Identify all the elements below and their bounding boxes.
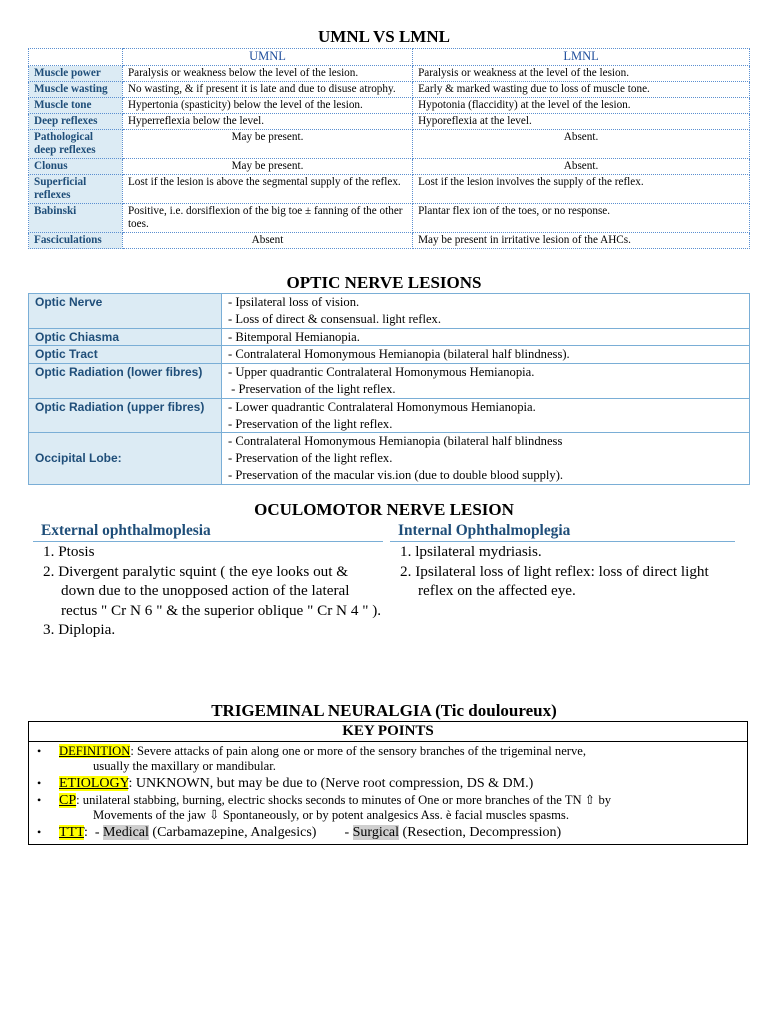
umnl-cell: Absent — [122, 233, 412, 249]
row-label: Optic Chiasma — [29, 328, 222, 346]
key-points-list — [29, 744, 747, 840]
umnl-cell: May be present. — [122, 159, 412, 175]
row-label: Optic Radiation (lower fibres) — [29, 364, 222, 399]
umnl-cell: Paralysis or weakness below the level of the lesion. — [122, 66, 412, 82]
external-ophthalmoplegia-column — [33, 521, 383, 640]
lmnl-cell: May be present in irritative lesion of the AHCs. — [413, 233, 750, 249]
ttt-surgical-text: (Resection, Decompression) — [399, 825, 562, 840]
ttt-medical: Medical — [103, 825, 149, 840]
umnl-cell: Positive, i.e. dorsiflexion of the big toe ± fanning of the other toes. — [122, 204, 412, 233]
table-header-row — [29, 49, 750, 66]
list-item — [29, 744, 747, 774]
list-item — [29, 825, 747, 840]
umnl-lmnl-table — [28, 48, 750, 249]
key-points-box — [28, 721, 748, 845]
umnl-cell: Lost if the lesion is above the segmental supply of the reflex. — [122, 175, 412, 204]
table-row — [29, 98, 750, 114]
row-label: Babinski — [29, 204, 123, 233]
umnl-cell: Hypertonia (spasticity) below the level of the lesion. — [122, 98, 412, 114]
ttt-surgical: Surgical — [352, 825, 400, 840]
table-row — [29, 159, 750, 175]
ttt-medical-text: (Carbamazepine, Analgesics) - — [148, 825, 353, 840]
lesion-line: - Contralateral Homonymous Hemianopia (bilateral half blindness). — [228, 347, 570, 362]
bullet-icon: • — [37, 744, 42, 758]
lesion-cell — [222, 433, 750, 484]
list-item: 2. Divergent paralytic squint ( the eye looks out & down due to the unopposed action of the lateral rectus " Cr N 6 " & the superior oblique " Cr N 4 " ). — [43, 562, 382, 619]
table-row — [29, 204, 750, 233]
lmnl-cell: Hyporeflexia at the level. — [413, 114, 750, 130]
lesion-cell — [222, 346, 750, 364]
etiology-label: ETIOLOGY — [59, 776, 129, 791]
table-row — [29, 114, 750, 130]
row-label: Clonus — [29, 159, 123, 175]
row-label: Fasciculations — [29, 233, 123, 249]
row-label: Occipital Lobe: — [29, 433, 222, 484]
external-ophthalmoplegia-heading: External ophthalmoplesia — [33, 521, 383, 542]
lesion-line: - Loss of direct & consensual. light reflex. — [228, 311, 441, 326]
bullet-icon: • — [37, 793, 42, 807]
definition-label: DEFINITION — [59, 744, 131, 758]
table-row — [29, 233, 750, 249]
lesion-line: - Lower quadrantic Contralateral Homonymous Hemianopia. — [228, 399, 536, 414]
row-label: Muscle power — [29, 66, 123, 82]
external-list — [33, 542, 383, 640]
bullet-icon: • — [37, 776, 42, 790]
lesion-line: - Upper quadrantic Contralateral Homonymous Hemianopia. — [228, 365, 535, 380]
row-label: Pathological deep reflexes — [29, 130, 123, 159]
lesion-line: - Preservation of the light reflex. — [228, 416, 393, 431]
row-label: Optic Nerve — [29, 294, 222, 329]
list-item — [29, 793, 747, 823]
umnl-lmnl-title: UMNL VS LMNL — [318, 27, 450, 46]
optic-nerve-table — [28, 293, 750, 485]
row-label: Optic Radiation (upper fibres) — [29, 398, 222, 433]
cp-text: : unilateral stabbing, burning, electric shocks seconds to minutes of One or more branches of the TN ⇧ by — [76, 793, 612, 807]
row-label: Optic Tract — [29, 346, 222, 364]
cp-label: CP — [59, 793, 77, 808]
table-row — [29, 398, 750, 433]
lmnl-cell: Hypotonia (flaccidity) at the level of the lesion. — [413, 98, 750, 114]
list-item — [29, 776, 747, 791]
key-points-heading: KEY POINTS — [29, 722, 747, 742]
umnl-cell: Hyperreflexia below the level. — [122, 114, 412, 130]
table-row — [29, 130, 750, 159]
header-lmnl: LMNL — [413, 49, 750, 66]
lesion-line: - Contralateral Homonymous Hemianopia (bilateral half blindness — [228, 434, 563, 449]
list-item: 1. lpsilateral mydriasis. — [400, 543, 542, 560]
table-row — [29, 328, 750, 346]
table-row — [29, 346, 750, 364]
internal-ophthalmoplegia-column — [390, 521, 735, 601]
etiology-text: : UNKNOWN, but may be due to (Nerve root compression, DS & DM.) — [128, 776, 534, 791]
internal-list — [390, 542, 735, 601]
lesion-cell — [222, 294, 750, 329]
oculomotor-title: OCULOMOTOR NERVE LESION — [254, 500, 514, 519]
umnl-cell: May be present. — [122, 130, 412, 159]
lesion-line: - Preservation of the macular vis.ion (due to double blood supply). — [228, 467, 564, 482]
cp-text-continued: Movements of the jaw ⇩ Spontaneously, or by potent analgesics Ass. è facial muscles spasms. — [93, 808, 569, 822]
list-item: 1. Ptosis — [43, 543, 95, 560]
row-label: Deep reflexes — [29, 114, 123, 130]
lmnl-cell: Absent. — [413, 130, 750, 159]
lesion-line: - Preservation of the light reflex. — [228, 381, 396, 396]
internal-ophthalmoplegia-heading: Internal Ophthalmoplegia — [390, 521, 735, 542]
list-item: 3. Diplopia. — [43, 621, 116, 639]
lmnl-cell: Plantar flex ion of the toes, or no response. — [413, 204, 750, 233]
definition-text: : Severe attacks of pain along one or more of the sensory branches of the trigeminal nerve, — [130, 744, 587, 758]
lmnl-cell: Absent. — [413, 159, 750, 175]
table-row — [29, 433, 750, 484]
umnl-cell: No wasting, & if present it is late and due to disuse atrophy. — [122, 82, 412, 98]
lesion-cell — [222, 398, 750, 433]
definition-text-continued: usually the maxillary or mandibular. — [93, 759, 276, 773]
table-row — [29, 294, 750, 329]
list-item: 2. Ipsilateral loss of light reflex: loss of direct light reflex on the affected eye. — [400, 562, 709, 600]
row-label: Muscle wasting — [29, 82, 123, 98]
lmnl-cell: Paralysis or weakness at the level of the lesion. — [413, 66, 750, 82]
table-row — [29, 66, 750, 82]
lmnl-cell: Early & marked wasting due to loss of muscle tone. — [413, 82, 750, 98]
lmnl-cell: Lost if the lesion involves the supply of the reflex. — [413, 175, 750, 204]
lesion-line: - Preservation of the light reflex. — [228, 451, 393, 466]
lesion-cell — [222, 364, 750, 399]
row-label: Superficial reflexes — [29, 175, 123, 204]
header-umnl: UMNL — [122, 49, 412, 66]
lesion-line: - Ipsilateral loss of vision. — [228, 295, 360, 309]
optic-nerve-title: OPTIC NERVE LESIONS — [286, 273, 482, 292]
table-row — [29, 364, 750, 399]
lesion-cell — [222, 328, 750, 346]
ttt-label: TTT — [59, 825, 84, 840]
trigeminal-title: TRIGEMINAL NEURALGIA (Tic douloureux) — [211, 701, 557, 720]
header-empty — [29, 49, 123, 66]
lesion-line: - Bitemporal Hemianopia. — [228, 329, 360, 344]
bullet-icon: • — [37, 825, 42, 839]
table-row — [29, 82, 750, 98]
ttt-prefix: : - — [83, 825, 104, 840]
table-row — [29, 175, 750, 204]
row-label: Muscle tone — [29, 98, 123, 114]
